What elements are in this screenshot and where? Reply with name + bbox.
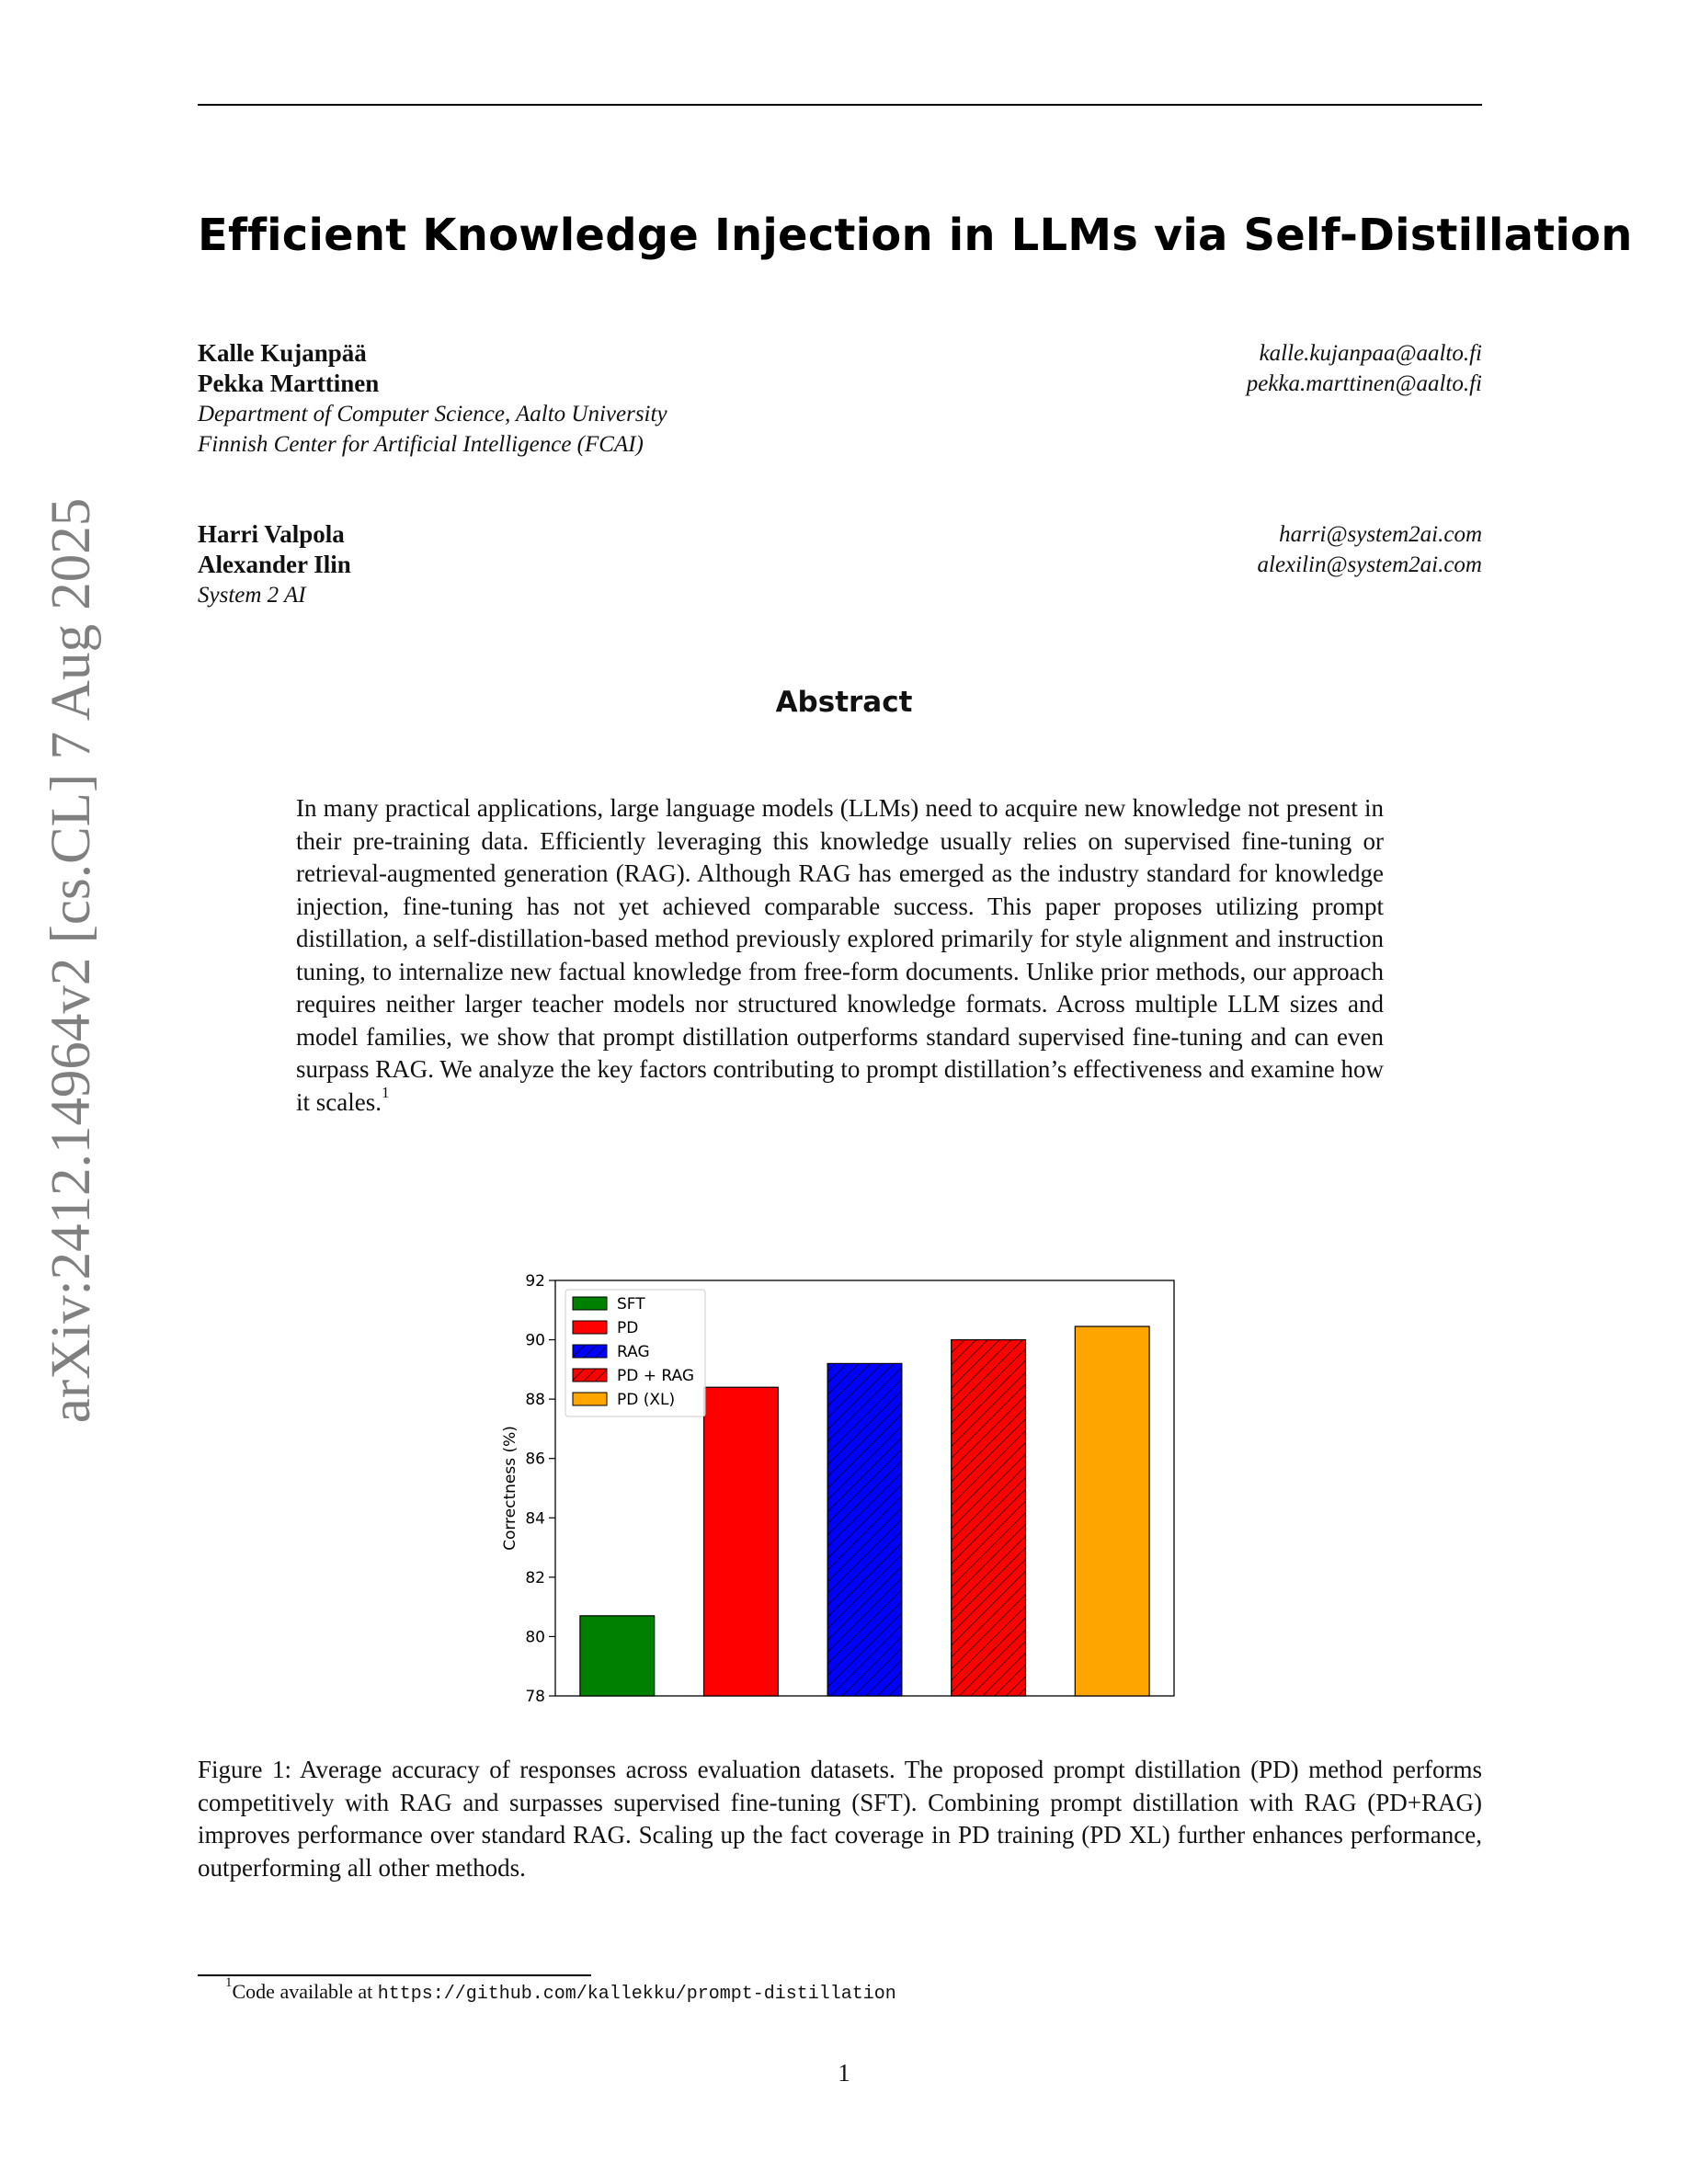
footnote-text: Code available at <box>232 1980 378 2003</box>
legend-label: SFT <box>617 1295 645 1314</box>
author-emails <box>1258 519 1482 580</box>
footnote <box>225 1975 896 2008</box>
footnote-rule <box>198 1974 591 1976</box>
abstract-body-text: In many practical applications, large language models (LLMs) need to acquire new knowledge not present in their pre-training data. Efficiently leveraging this knowledge usually relies on supervised fine-tuning or retrieval-augmented generation (RAG). Although RAG has emerged as the industry standard for knowledge injection, fine-tuning has not yet achieved comparable success. This paper proposes utilizing prompt distillation, a self-distillation-based method previously explored primarily for style alignment and instruction tuning, to internalize new factual knowledge from free-form documents. Unlike prior methods, our approach requires neither larger teacher models nor structured knowledge formats. Across multiple LLM sizes and model families, we show that prompt distillation outperforms standard supervised fine-tuning and can even surpass RAG. We analyze the key factors contributing to prompt distillation’s effectiveness and examine how it scales. <box>296 794 1384 1116</box>
legend-label: PD <box>617 1319 639 1337</box>
author-name: Harri Valpola <box>198 520 345 548</box>
author-affiliation: System 2 AI <box>198 583 306 608</box>
arxiv-identifier: arXiv:2412.14964v2 [cs.CL] 7 Aug 2025 <box>40 497 102 1424</box>
author-name: Pekka Marttinen <box>198 370 380 397</box>
legend-label: RAG <box>617 1343 650 1361</box>
abstract-text <box>296 792 1384 1119</box>
legend-label: PD + RAG <box>617 1367 695 1385</box>
author-email: kalle.kujanpaa@aalto.fi <box>1259 341 1482 366</box>
y-tick-label: 92 <box>525 1272 545 1291</box>
bar-pd <box>704 1387 779 1696</box>
y-tick-label: 82 <box>525 1568 545 1587</box>
author-name: Alexander Ilin <box>198 551 351 578</box>
footnote-marker: 1 <box>381 1083 390 1101</box>
author-emails <box>1247 338 1482 399</box>
abstract-heading: Abstract <box>775 686 913 719</box>
bar-pd-xl- <box>1075 1326 1149 1696</box>
author-affiliation: Finnish Center for Artificial Intelligence (FCAI) <box>198 432 644 457</box>
y-tick-label: 78 <box>525 1688 545 1706</box>
legend-swatch <box>573 1393 607 1405</box>
footnote-number: 1 <box>225 1975 233 1990</box>
y-tick-label: 88 <box>525 1391 545 1410</box>
legend-swatch <box>573 1297 607 1310</box>
bar-hatch <box>827 1363 902 1696</box>
author-info <box>198 338 667 460</box>
y-tick-label: 80 <box>525 1628 545 1647</box>
bar-hatch <box>952 1340 1026 1696</box>
author-email: pekka.marttinen@aalto.fi <box>1246 371 1482 396</box>
page-number: 1 <box>838 2059 850 2087</box>
author-info <box>198 519 351 610</box>
legend-label: PD (XL) <box>617 1391 676 1409</box>
author-name: Kalle Kujanpää <box>198 339 367 367</box>
y-tick-label: 84 <box>525 1509 545 1529</box>
figure-caption: Figure 1: Average accuracy of responses across evaluation datasets. The proposed prompt distillation (PD) method performs competitively with RAG and surpasses supervised fine-tuning (SFT). Combining prompt distillation with RAG (PD+RAG) improves performance over standard RAG. Scaling up the fact coverage in PD training (PD XL) further enhances performance, outperforming all other methods. <box>198 1756 1482 1882</box>
legend-swatch-hatch <box>573 1369 607 1382</box>
y-tick-label: 90 <box>525 1331 545 1350</box>
author-email: harri@system2ai.com <box>1279 522 1482 547</box>
legend-swatch-hatch <box>573 1345 607 1358</box>
legend-swatch <box>573 1321 607 1334</box>
y-tick-label: 86 <box>525 1450 545 1469</box>
top-rule <box>198 104 1482 106</box>
paper-title: Efficient Knowledge Injection in LLMs via Self-Distillation <box>198 210 1633 261</box>
code-url-link[interactable]: https://github.com/kallekku/prompt-distillation <box>377 1984 896 2005</box>
bar-sft <box>580 1616 655 1696</box>
author-affiliation: Department of Computer Science, Aalto University <box>198 402 667 427</box>
y-axis-label: Correctness (%) <box>501 1426 519 1551</box>
author-email: alexilin@system2ai.com <box>1257 552 1482 577</box>
figure-1-bar-chart <box>478 1264 1177 1723</box>
